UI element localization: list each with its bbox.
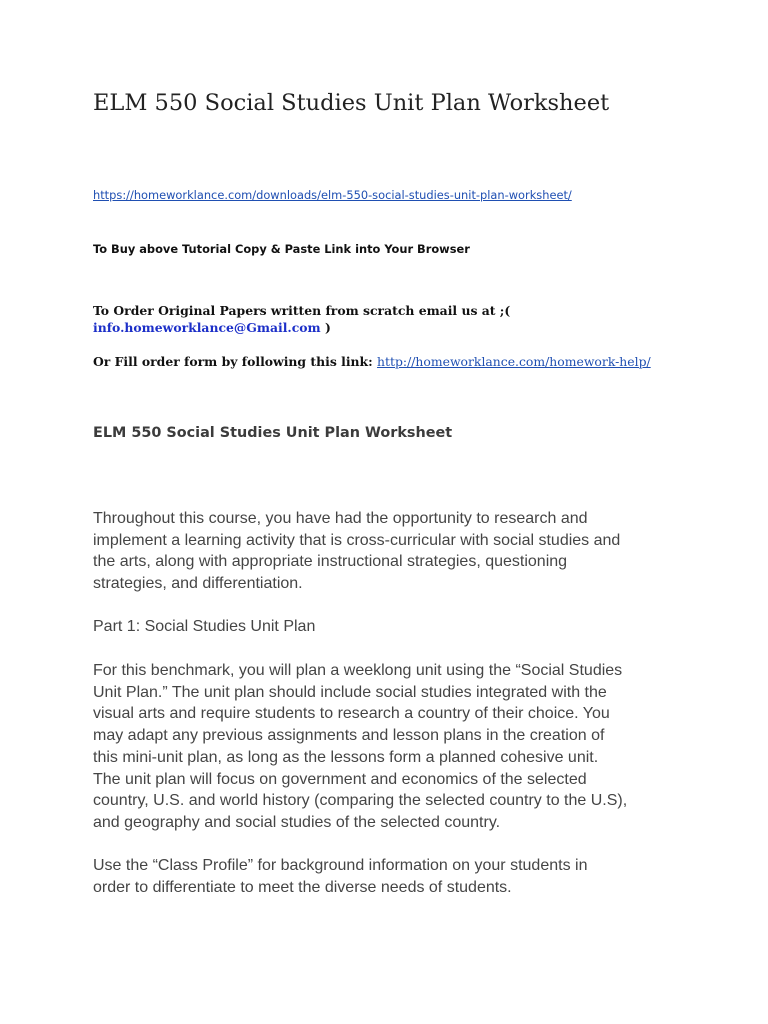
tutorial-link[interactable]: https://homeworklance.com/downloads/elm-550-social-studies-unit-plan-worksheet/ (93, 188, 572, 202)
order-email-prompt: To Order Original Papers written from scratch email us at ;( (93, 303, 511, 318)
benchmark-paragraph (93, 660, 693, 834)
section-heading: ELM 550 Social Studies Unit Plan Worksheet (93, 425, 453, 441)
intro-line: strategies, and differentiation. (93, 575, 303, 593)
intro-paragraph (93, 508, 693, 595)
benchmark-line: may adapt any previous assignments and lesson plans in the creation of (93, 727, 605, 745)
benchmark-line: and geography and social studies of the selected country. (93, 813, 501, 831)
intro-line: Throughout this course, you have had the opportunity to research and (93, 510, 588, 527)
profile-line: Use the “Class Profile” for background information on your students in (93, 857, 588, 874)
order-form-line (93, 353, 651, 370)
benchmark-line: Unit Plan.” The unit plan should include social studies integrated with the (93, 683, 607, 701)
document-title: ELM 550 Social Studies Unit Plan Worksheet (93, 90, 610, 116)
order-email-line (93, 319, 331, 336)
intro-line: the arts, along with appropriate instructional strategies, questioning (93, 553, 568, 571)
order-form-prefix: Or Fill order form by following this link: (93, 354, 378, 369)
benchmark-line: country, U.S. and world history (comparing the selected country to the U.S), (93, 792, 628, 810)
intro-line: implement a learning activity that is cross-curricular with social studies and (93, 531, 621, 549)
profile-line: order to differentiate to meet the diverse needs of students. (93, 878, 512, 896)
order-email-link[interactable]: info.homeworklance@Gmail.com (93, 320, 321, 335)
class-profile-paragraph (93, 855, 693, 898)
benchmark-line: The unit plan will focus on government and economics of the selected (93, 770, 587, 788)
benchmark-line: this mini-unit plan, as long as the lessons form a planned cohesive unit. (93, 748, 599, 766)
benchmark-line: For this benchmark, you will plan a weeklong unit using the “Social Studies (93, 662, 623, 679)
order-form-link[interactable]: http://homeworklance.com/homework-help/ (377, 354, 651, 369)
order-email-close: ) (320, 320, 331, 335)
buy-instructions: To Buy above Tutorial Copy & Paste Link into Your Browser (93, 242, 470, 256)
benchmark-line: visual arts and require students to research a country of their choice. You (93, 705, 610, 723)
part-heading: Part 1: Social Studies Unit Plan (93, 618, 316, 635)
